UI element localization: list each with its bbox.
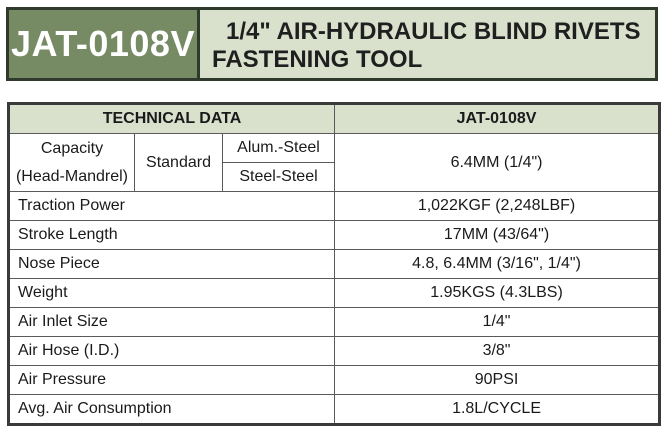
row-label: Avg. Air Consumption (9, 395, 335, 425)
product-title-line-2: FASTENING TOOL (212, 46, 423, 73)
header-model: JAT-0108V (335, 104, 660, 134)
row-value: 3/8" (335, 337, 660, 366)
table-row (9, 250, 660, 279)
table-header-row (9, 104, 660, 134)
row-value: 90PSI (335, 366, 660, 395)
row-label: Stroke Length (9, 221, 335, 250)
capacity-alum-steel: Alum.-Steel (223, 134, 335, 163)
row-value: 1,022KGF (2,248LBF) (335, 192, 660, 221)
row-label: Air Pressure (9, 366, 335, 395)
row-label: Weight (9, 279, 335, 308)
table-row (9, 308, 660, 337)
model-badge: JAT-0108V (9, 10, 200, 78)
product-title (200, 10, 655, 78)
row-value: 4.8, 6.4MM (3/16", 1/4") (335, 250, 660, 279)
table-row (9, 221, 660, 250)
capacity-standard: Standard (135, 134, 223, 192)
table-row (9, 366, 660, 395)
technical-data-table (7, 102, 661, 426)
row-value: 1.95KGS (4.3LBS) (335, 279, 660, 308)
row-value: 17MM (43/64") (335, 221, 660, 250)
row-label: Air Hose (I.D.) (9, 337, 335, 366)
row-label: Nose Piece (9, 250, 335, 279)
capacity-label-line-2: (Head-Mandrel) (15, 167, 129, 185)
capacity-row (9, 134, 660, 163)
table-row (9, 337, 660, 366)
header-banner (6, 7, 658, 81)
row-label: Air Inlet Size (9, 308, 335, 337)
product-title-line-1: 1/4" AIR-HYDRAULIC BLIND RIVETS (226, 18, 641, 45)
table-row (9, 395, 660, 425)
capacity-steel-steel: Steel-Steel (223, 163, 335, 192)
row-value: 1/4" (335, 308, 660, 337)
table-row (9, 279, 660, 308)
header-technical-data: TECHNICAL DATA (9, 104, 335, 134)
capacity-label (9, 134, 135, 192)
row-label: Traction Power (9, 192, 335, 221)
capacity-value: 6.4MM (1/4") (335, 134, 660, 192)
capacity-label-line-1: Capacity (40, 139, 104, 157)
row-value: 1.8L/CYCLE (335, 395, 660, 425)
table-row (9, 192, 660, 221)
